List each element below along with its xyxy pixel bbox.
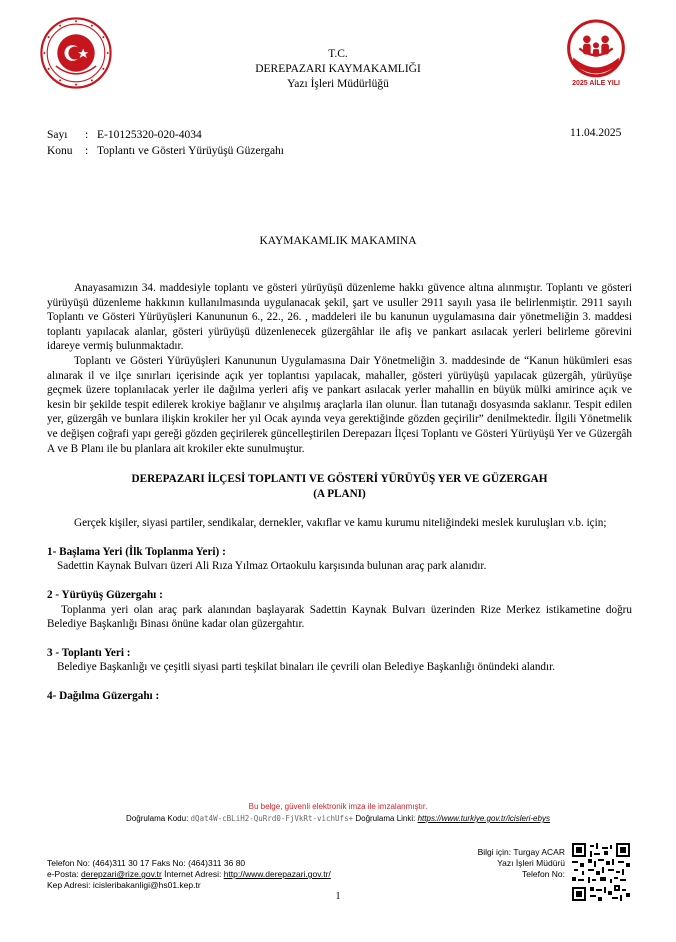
plan-heading <box>47 472 632 502</box>
footer-web-link[interactable]: http://www.derepazari.gov.tr/ <box>223 869 331 879</box>
section-2-title: 2 - Yürüyüş Güzergahı : <box>47 588 163 601</box>
paragraph-1: Anayasamızın 34. maddesiyle toplantı ve gösteri yürüyüşü düzenleme hakkı güvence altına alınmıştır. Toplantı ve gösteri yürüyüşü düzenleme hakkının kullanılmasında uygulanacak şekil, şart ve usuller 2911 sayılı yasa ile belirlenmiştir. 2911 sayılı Toplantı ve Gösteri Yürüyüşleri Kanununun 6., 22., 26. , maddeleri ile bu kanunun uygulamasına dair yönetmeliğin 3. maddesi toplantı yapılacak alanlar, gösteri yürüyüşü düzenlenecek güzergâhlar ile afiş ve pankart asılacak yerleri belirleme görevini idareye vermiş bulunmaktadır. <box>47 282 632 353</box>
letterhead-department: Yazı İşleri Müdürlüğü <box>287 78 389 90</box>
document-meta <box>47 127 284 159</box>
footer-info <box>440 847 565 880</box>
konu-value: Toplantı ve Gösteri Yürüyüşü Güzergahı <box>97 145 284 157</box>
letterhead-line-tc: T.C. <box>328 48 348 60</box>
verification-link[interactable]: https://www.turkiye.gov.tr/icisleri-ebys <box>417 814 550 823</box>
section-1-text: Sadettin Kaynak Bulvarı üzeri Ali Rıza Yılmaz Ortaokulu karşısında bulunan araç park alanıdır. <box>57 560 487 573</box>
e-signature-notice: Bu belge, güvenli elektronik imza ile imzalanmıştır. <box>248 802 428 811</box>
letterhead <box>0 47 676 92</box>
colon: : <box>85 145 89 157</box>
paragraph-2: Toplantı ve Gösteri Yürüyüşleri Kanununun Uygulamasına Dair Yönetmeliğin 3. maddesinde de “Kanun hükümleri esas alınarak il ve ilçe sınırları içerisinde açık yer toplantısı yapılacak, mahaller, gösteri yürüyüşü yapılacak güzergâh, yürüyüşe geçmek üzere toplanılacak yerler ile dağılma yerleri afiş ve pankart asılacak yerler mahallin en büyük mülki amirince açık ve kesin bir şekilde tespit edilerek krokiye bağlanır ve alışılmış araçlarla ilan olunur. İlan tutanağı dosyasında saklanır. Tespit edilen yer, güzergâh ve bunlara ilişkin krokiler her yıl Ocak ayında veya gerektiğinde gözden geçirilir” denilmektedir. İlgili Yönetmelik ve değişen coğrafi yapı gereği gözden geçirilerek güncelleştirilen Derepazarı İlçesi Toplantı ve Gösteri Yürüyüşü Yer ve Güzergâh A ve B Planı ile bu planlara ait krokiler ekte sunulmuştur. <box>47 354 632 455</box>
document-body <box>47 281 632 703</box>
verification-code: dQat4W-cBLiH2-QuRrd0-FjVkRt-vichUfs+ <box>190 814 354 823</box>
document-date: 11.04.2025 <box>570 127 622 139</box>
letterhead-institution: DEREPAZARI KAYMAKAMLIĞI <box>255 63 421 75</box>
footer-info-title: Yazı İşleri Müdürü <box>497 858 565 868</box>
plan-heading-subtitle: (A PLANI) <box>313 488 366 501</box>
sayi-row <box>47 127 284 143</box>
sayi-label: Sayı <box>47 129 68 141</box>
verification-line <box>0 814 676 823</box>
section-1-title: 1- Başlama Yeri (İlk Toplanma Yeri) : <box>47 545 226 558</box>
paragraph-3: Gerçek kişiler, siyasi partiler, sendikalar, dernekler, vakıflar ve kamu kurumu niteliğindeki meslek kuruluşları v.b. için; <box>74 517 607 530</box>
konu-label: Konu <box>47 145 73 157</box>
verification-link-label: Doğrulama Linki: <box>355 814 416 823</box>
footer-email-label: e-Posta: <box>47 869 79 879</box>
footer-web-line <box>47 869 331 880</box>
footer-kep: Kep Adresi: icisleribakanligi@hs01.kep.tr <box>47 880 201 890</box>
footer-info-contact: Bilgi için: Turgay ACAR <box>477 847 565 857</box>
footer-contact <box>47 858 331 891</box>
section-2-text: Toplanma yeri olan araç park alanından başlayarak Sadettin Kaynak Bulvarı üzerinden Rize Merkez istikametine doğru Belediye Başkanlığı Binası önüne kadar olan güzergahtır. <box>47 603 632 631</box>
addressee: KAYMAKAMLIK MAKAMINA <box>259 235 417 247</box>
section-3-text: Belediye Başkanlığı ve çeşitli siyasi parti teşkilat binaları ile çevrili olan Belediye Başkanlığı önündeki alandır. <box>57 661 556 674</box>
page-number: 1 <box>335 891 341 902</box>
section-4-title: 4- Dağılma Güzergahı : <box>47 689 160 702</box>
family-year-caption: 2025 AİLE YILI <box>572 80 620 87</box>
plan-heading-title: DEREPAZARI İLÇESİ TOPLANTI VE GÖSTERİ YÜRÜYÜŞ YER VE GÜZERGAH <box>131 473 548 486</box>
colon: : <box>85 129 89 141</box>
verification-code-label: Doğrulama Kodu: <box>126 814 189 823</box>
section-3-title: 3 - Toplantı Yeri : <box>47 646 131 659</box>
footer-email-link[interactable]: derepzari@rize.gov.tr <box>81 869 162 879</box>
footer-phone: Telefon No: (464)311 30 17 Faks No: (464)311 36 80 <box>47 858 246 868</box>
footer-web-label: İnternet Adresi: <box>164 869 222 879</box>
footer-info-phone: Telefon No: <box>522 869 565 879</box>
sayi-value: E-10125320-020-4034 <box>97 129 202 141</box>
e-signature-block <box>0 802 676 823</box>
konu-row <box>47 143 284 159</box>
